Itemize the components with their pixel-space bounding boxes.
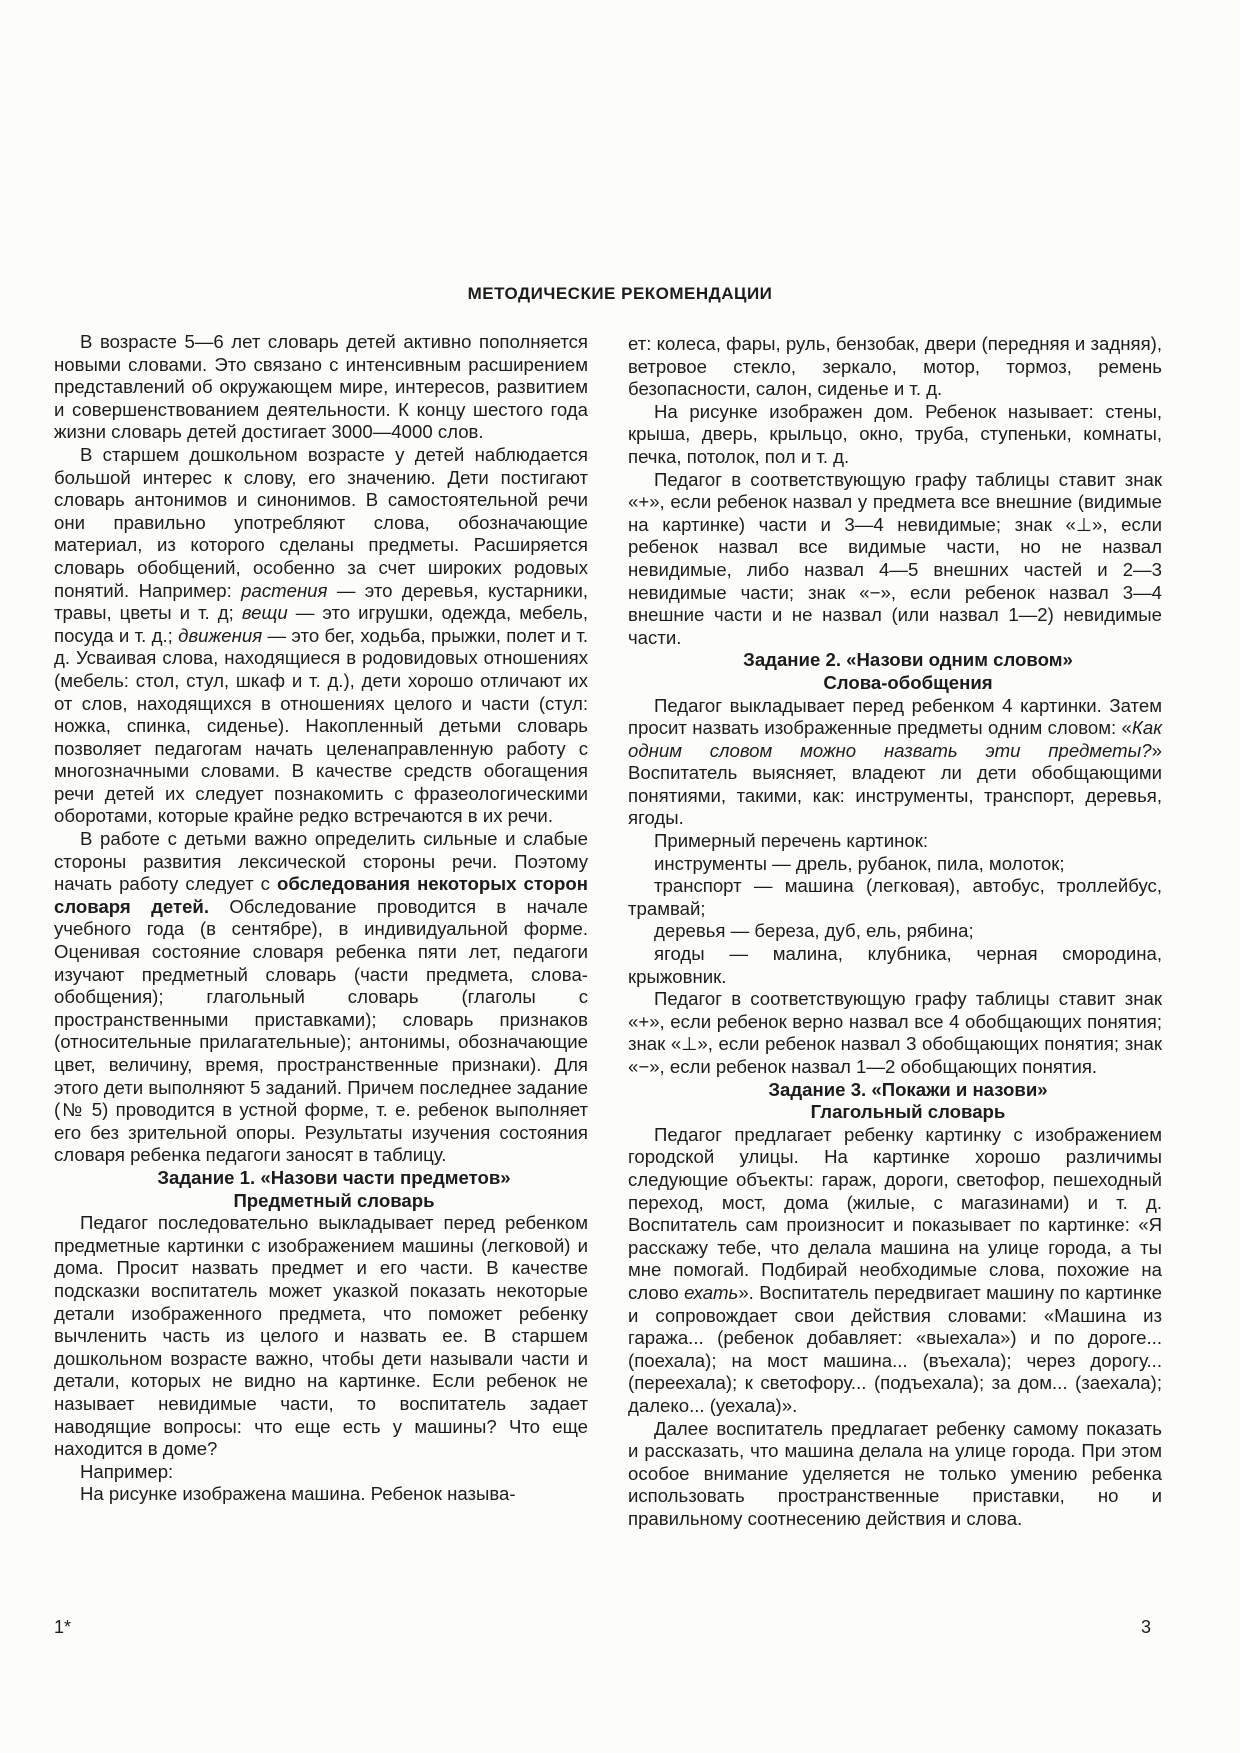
paragraph: В старшем дошкольном возрасте у детей наблюдается большой интерес к слову, его значению. Дети постигают словарь антонимов и синонимов. В самостоятельной речи они правильно употребляют слова, обозначающие материал, из которого сделаны предметы. Расширяется словарь обобщений, особенно за счет широких родовых понятий. Например: растения — это деревья, кустарники, травы, цветы и т. д; вещи — это игрушки, одежда, мебель, посуда и т. д.; движения — это бег, ходьба, прыжки, полет и т. д. Усваивая слова, находящиеся в родовидовых отношениях (мебель: стол, стул, шкаф и т. д.), дети хорошо отличают их от слов, находящихся в отношениях целого и части (стул: ножка, спинка, сиденье). Накопленный детьми словарь позволяет педагогам начать целенаправленную работу с многозначными словами. В качестве средств обогащения речи детей их следует познакомить с фразеологическими оборотами, которые крайне редко встречаются в их речи. — [54, 443, 588, 827]
paragraph: Далее воспитатель предлагает ребенку самому показать и рассказать, что машина делала на улице города. При этом особое внимание уделяется не только умению ребенка использовать пространственные приставки, но и правильному соотнесению действия и слова. — [628, 1417, 1162, 1529]
paragraph: На рисунке изображен дом. Ребенок называет: стены, крыша, дверь, крыльцо, окно, труба, ступеньки, комнаты, печка, потолок, пол и т. д. — [628, 400, 1162, 467]
right-column — [628, 333, 1162, 1530]
paragraph: Педагог выкладывает перед ребенком 4 картинки. Затем просит назвать изображенные предметы одним словом: «Как одним словом можно назвать эти предметы?» Воспитатель выясняет, владеют ли дети обобщающими понятиями, такими, как: инструменты, транспорт, деревья, ягоды. — [628, 694, 1162, 829]
list-item: деревья — береза, дуб, ель, рябина; — [654, 920, 974, 942]
task3-subtitle: Глагольный словарь — [810, 1101, 1006, 1123]
left-column — [54, 331, 588, 1506]
list-item: инструменты — дрель, рубанок, пила, молоток; — [654, 852, 1065, 874]
list-item: транспорт — машина (легковая), автобус, троллейбус, трамвай; — [628, 875, 1162, 919]
task1-title: Задание 1. «Назови части предметов» — [157, 1166, 511, 1188]
task2-heading — [628, 649, 1162, 694]
paragraph: Педагог предлагает ребенку картинку с изображением городской улицы. На картинке хорошо различимы следующие объекты: гараж, дороги, светофор, пешеходный переход, мост, дома (жилые, с магазинами) и т. д. Воспитатель сам произносит и показывает по картинке: «Я расскажу тебе, что делала машина на улице города, а ты мне помогай. Подбирай необходимые слова, похожие на слово ехать». Воспитатель передвигает машину по картинке и сопровождает свои действия словами: «Машина из гаража... (ребенок добавляет: «выехала») и по дороге... (поехала); на мост машина... (въехала); через дорогу... (переехала); к светофору... (подъехала); за дом... (заехала); далеко... (уехала)». — [628, 1123, 1162, 1416]
task3-title: Задание 3. «Покажи и назови» — [768, 1078, 1048, 1100]
list-item: ягоды — малина, клубника, черная смородина, крыжовник. — [628, 943, 1162, 987]
task1-heading — [54, 1167, 588, 1212]
paragraph: ет: колеса, фары, руль, бензобак, двери (передняя и задняя), ветровое стекло, зеркало, мотор, тормоз, ремень безопасности, салон, сиденье и т. д. — [628, 333, 1162, 400]
paragraph: В работе с детьми важно определить сильные и слабые стороны развития лексической стороны речи. Поэтому начать работу следует с обследования некоторых сторон словаря детей. Обследование проводится в начале учебного года (в сентябре), в индивидуальной форме. Оценивая состояние словаря ребенка пяти лет, педагоги изучают предметный словарь (части предмета, слова-обобщения); глагольный словарь (глаголы с пространственными приставками); словарь признаков (относительные прилагательные); антонимы, обозначающие цвет, величину, время, пространственные признаки). Для этого дети выполняют 5 заданий. Причем последнее задание (№ 5) проводится в устной форме, т. е. ребенок выполняет его без зрительной опоры. Результаты изучения состояния словаря ребенка педагоги заносят в таблицу. — [54, 828, 588, 1166]
task1-subtitle: Предметный словарь — [233, 1189, 435, 1211]
paragraph: На рисунке изображена машина. Ребенок называ- — [80, 1483, 516, 1505]
page-number: 3 — [1141, 1617, 1152, 1637]
paragraph: Например: — [80, 1460, 174, 1482]
paragraph: В возрасте 5—6 лет словарь детей активно пополняется новыми словами. Это связано с интенсивным расширением представлений об окружающем мире, интересов, развитием и совершенствованием деятельности. К концу шестого года жизни словарь детей достигает 3000—4000 слов. — [54, 331, 588, 443]
task3-heading — [628, 1079, 1162, 1124]
task2-subtitle: Слова-обобщения — [823, 671, 993, 693]
task2-title: Задание 2. «Назови одним словом» — [743, 649, 1073, 671]
paragraph: Педагог в соответствующую графу таблицы ставит знак «+», если ребенок верно назвал все 4 обобщающих понятия; знак «⊥», если ребенок назвал 3 обобщающих понятия; знак «−», если ребенок назвал 1—2 обобщающих понятия. — [628, 988, 1162, 1077]
signature-mark: 1* — [54, 1617, 72, 1637]
page-title: МЕТОДИЧЕСКИЕ РЕКОМЕНДАЦИИ — [467, 284, 773, 303]
paragraph: Педагог в соответствующую графу таблицы ставит знак «+», если ребенок назвал у предмета все внешние (видимые на картинке) части и 3—4 невидимые; знак «⊥», если ребенок назвал все видимые части, но не назвал невидимые, либо назвал 4—5 внешних частей и 2—3 невидимые части; знак «−», если ребенок назвал 3—4 внешние части и не назвал (или назвал 1—2) невидимые части. — [628, 468, 1162, 648]
paragraph: Педагог последовательно выкладывает перед ребенком предметные картинки с изображением машины (легковой) и дома. Просит назвать предмет и его части. В качестве подсказки воспитатель может указкой показать некоторые детали изображенного предмета, что поможет ребенку вычленить часть из целого и назвать ее. В старшем дошкольном возрасте важно, чтобы дети называли части и детали, которых не видно на картинке. Если ребенок не называет невидимые части, то воспитатель задает наводящие вопросы: что еще есть у машины? Что еще находится в доме? — [54, 1212, 588, 1460]
paragraph: Примерный перечень картинок: — [654, 830, 928, 852]
